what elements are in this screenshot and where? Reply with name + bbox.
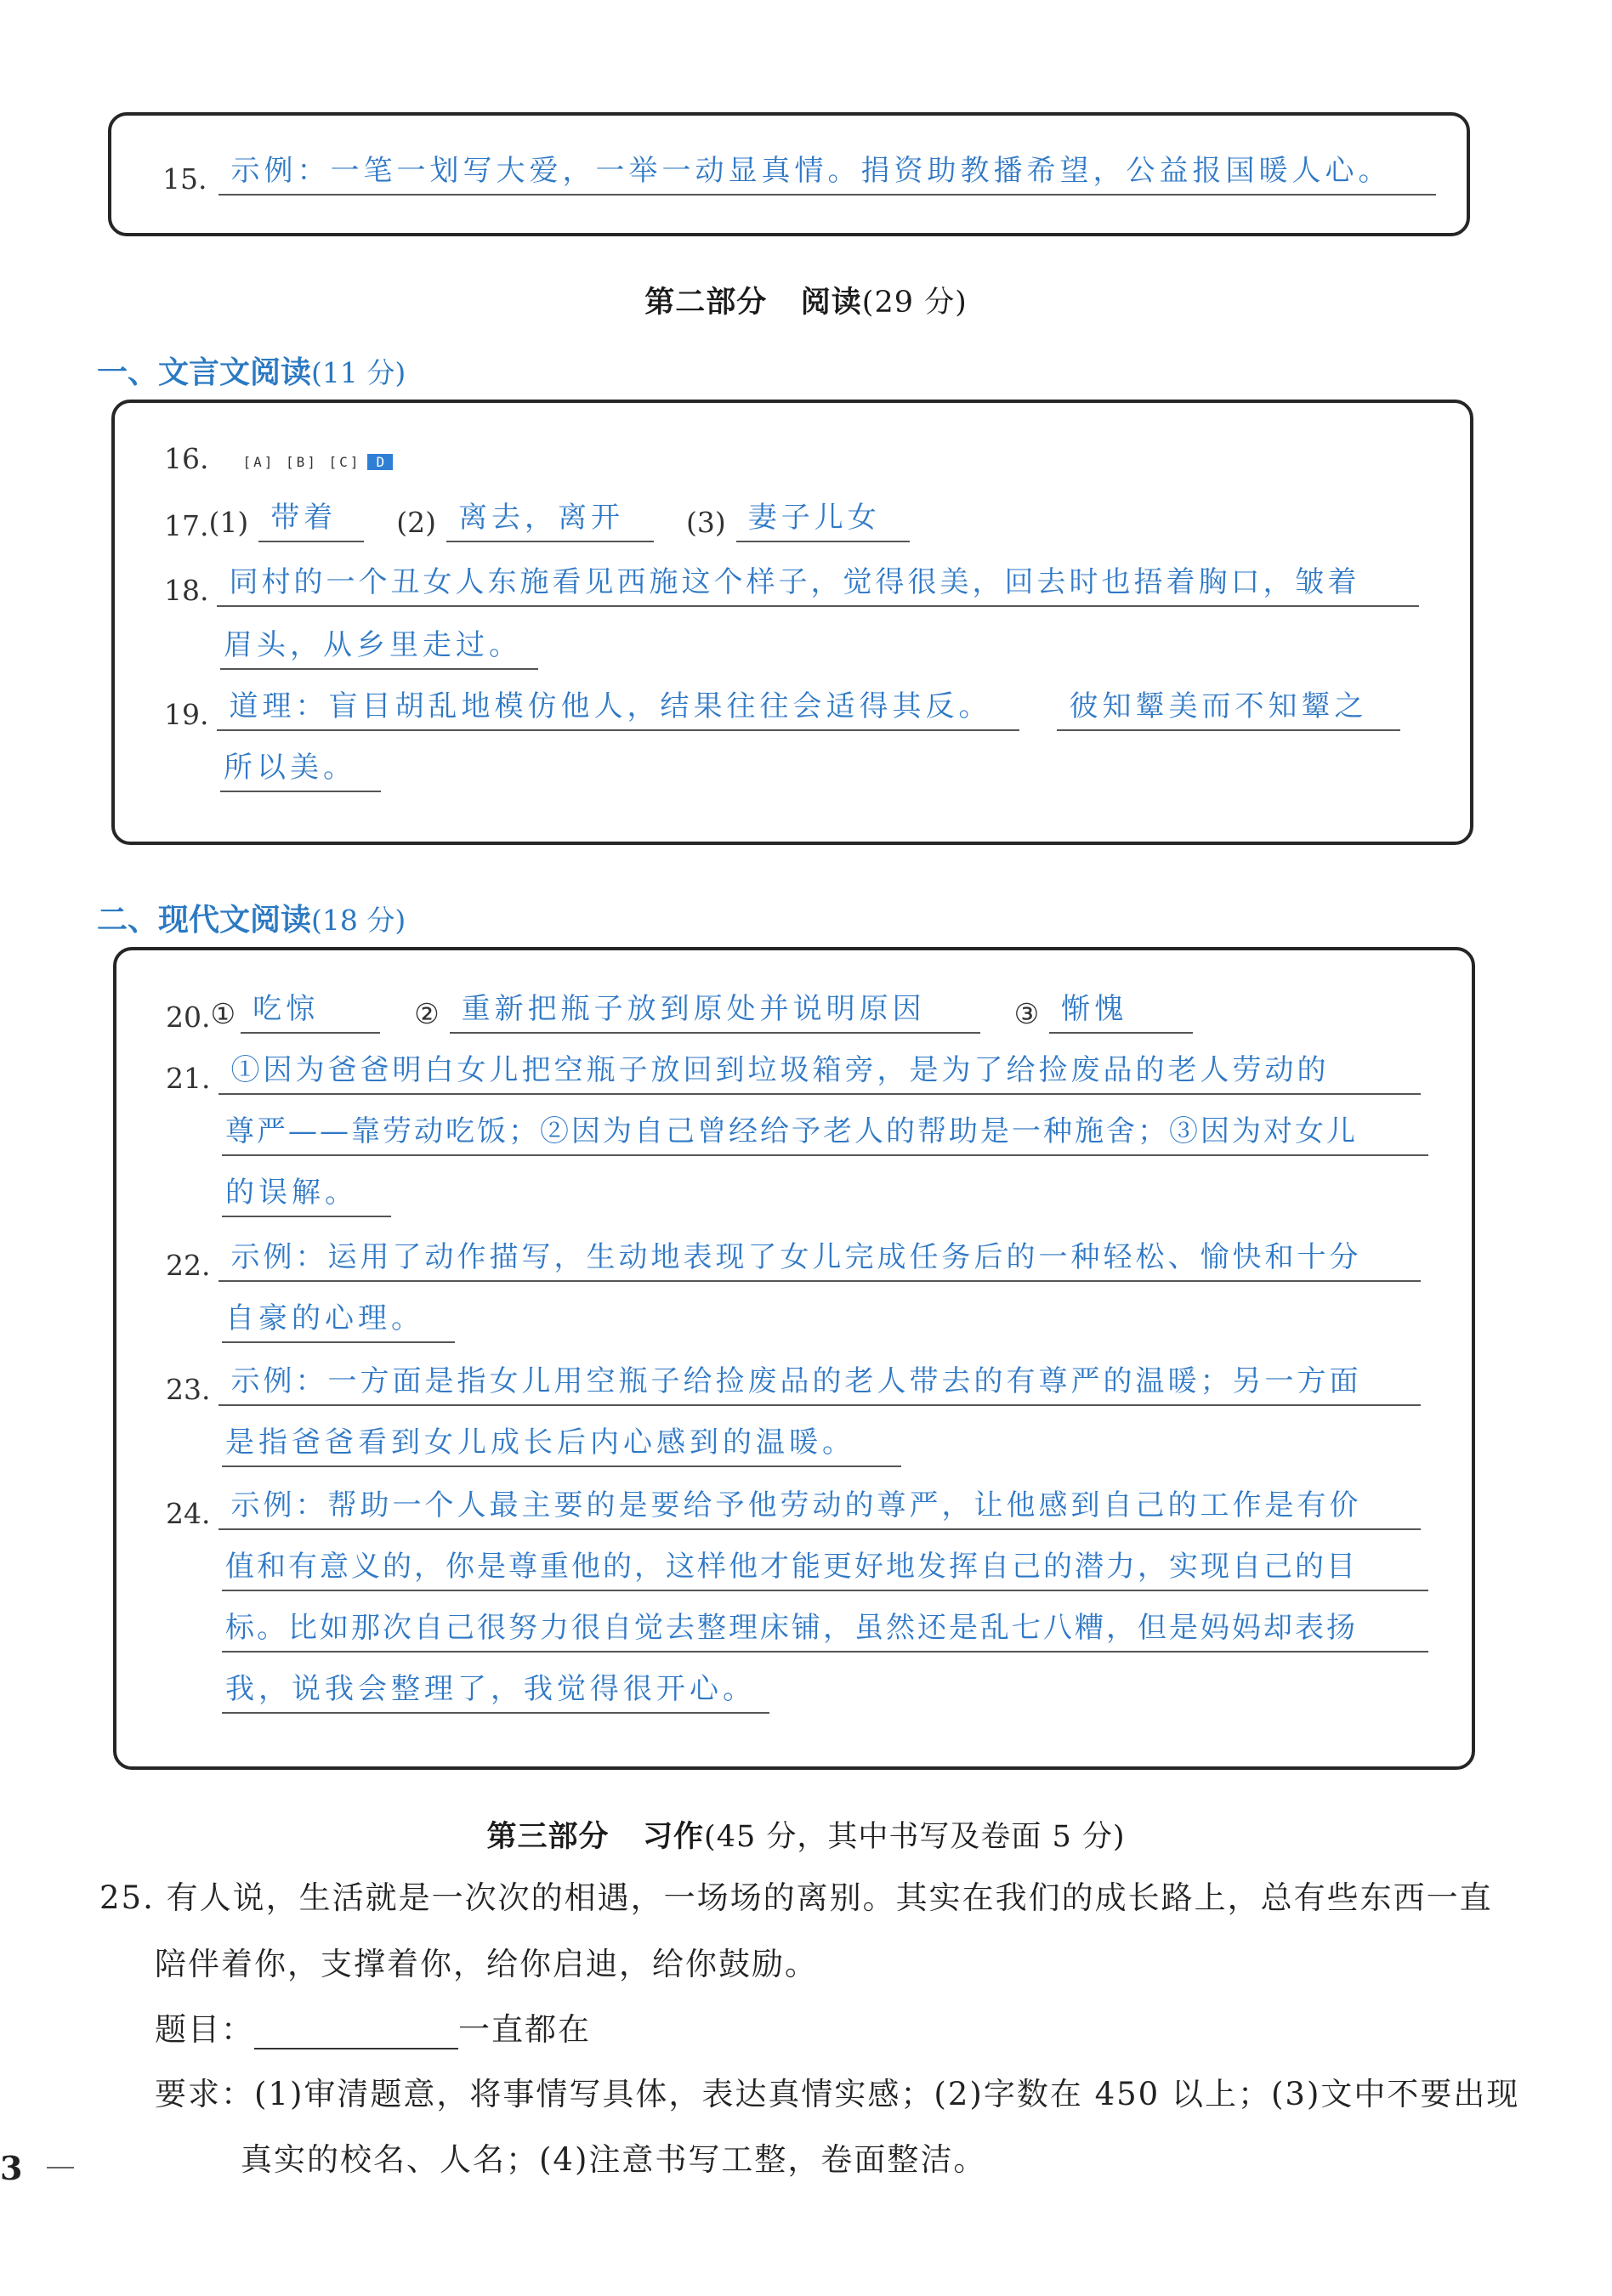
part-points: (45 分，其中书写及卷面 5 分) bbox=[704, 1820, 1126, 1854]
sub-label: ③ bbox=[1013, 997, 1040, 1030]
answer-text: 示例：一方面是指女儿用空瓶子给捡废品的老人带去的有尊严的温暖；另一方面 bbox=[219, 1362, 1421, 1406]
section-title-classical bbox=[97, 349, 406, 392]
answer-text: 是指爸爸看到女儿成长后内心感到的温暖。 bbox=[222, 1423, 901, 1467]
sub-label: ② bbox=[414, 997, 440, 1030]
part-points: (29 分) bbox=[861, 286, 968, 320]
topic-suffix: 一直都在 bbox=[458, 2011, 591, 2048]
answer-text: 我，说我会整理了，我觉得很开心。 bbox=[222, 1670, 769, 1714]
sub-label: (3) bbox=[685, 506, 726, 539]
question-number: 23. bbox=[166, 1373, 211, 1406]
section-points: (18 分) bbox=[311, 904, 406, 937]
answer-text: 重新把瓶子放到原处并说明原因 bbox=[450, 989, 980, 1034]
section-label: 一、文言文阅读 bbox=[97, 355, 312, 390]
answer-text: 眉头，从乡里走过。 bbox=[220, 626, 538, 670]
answer-text: 带着 bbox=[258, 498, 364, 542]
sub-label: ① bbox=[210, 997, 236, 1030]
essay-requirements: 要求：(1)审清题意，将事情写具体，表达真情实感；(2)字数在 450 以上；(3)文中不要出现 bbox=[155, 2076, 1520, 2112]
answer-box-classical bbox=[111, 400, 1473, 845]
answer-text: ①因为爸爸明白女儿把空瓶子放回到垃圾箱旁，是为了给捡废品的老人劳动的 bbox=[219, 1051, 1421, 1095]
part-two-title bbox=[0, 279, 1612, 321]
choice-selected: D bbox=[367, 454, 393, 470]
question-number: 22. bbox=[166, 1249, 211, 1282]
answer-text: 彼知颦美而不知颦之 bbox=[1057, 687, 1400, 731]
question-number: 20. bbox=[166, 1001, 211, 1034]
answer-text: 道理：盲目胡乱地模仿他人，结果往往会适得其反。 bbox=[217, 687, 1019, 731]
answer-text: 惭愧 bbox=[1049, 989, 1193, 1034]
topic-label: 题目： bbox=[155, 2011, 254, 2048]
answer-text: 吃惊 bbox=[241, 989, 380, 1034]
answer-text: 妻子儿女 bbox=[736, 498, 910, 542]
answer-text: 示例：帮助一个人最主要的是要给予他劳动的尊严，让他感到自己的工作是有价 bbox=[219, 1486, 1421, 1530]
essay-prompt-line: 25. 有人说，生活就是一次次的相遇，一场场的离别。其实在我们的成长路上，总有些东西一直 bbox=[99, 1879, 1493, 1916]
part-name: 习作 bbox=[643, 1820, 705, 1854]
answer-box-modern bbox=[113, 947, 1475, 1770]
answer-text: 标。比如那次自己很努力很自觉去整理床铺，虽然还是乱七八糟，但是妈妈却表扬 bbox=[222, 1608, 1428, 1653]
question-number: 18. bbox=[164, 574, 209, 607]
answer-text: 示例：一笔一划写大爱，一举一动显真情。捐资助教播希望，公益报国暖人心。 bbox=[219, 151, 1436, 196]
part-name: 阅读 bbox=[800, 286, 862, 320]
answer-text: 值和有意义的，你是尊重他的，这样他才能更好地发挥自己的潜力，实现自己的目 bbox=[222, 1547, 1428, 1591]
answer-box-q15 bbox=[108, 112, 1470, 236]
section-title-modern bbox=[97, 896, 406, 939]
essay-topic bbox=[155, 2004, 591, 2049]
question-number: 19. bbox=[164, 698, 209, 731]
choice-options: [A] [B] [C] bbox=[242, 454, 361, 470]
section-points: (11 分) bbox=[311, 356, 406, 389]
answer-text: 示例：运用了动作描写，生动地表现了女儿完成任务后的一种轻松、愉快和十分 bbox=[219, 1238, 1421, 1282]
page-number: 3 bbox=[0, 2149, 23, 2187]
answer-text: 的误解。 bbox=[222, 1173, 391, 1217]
essay-prompt-line: 陪伴着你，支撑着你，给你启迪，给你鼓励。 bbox=[155, 1946, 818, 1982]
section-label: 二、现代文阅读 bbox=[97, 903, 312, 938]
sub-label: (2) bbox=[396, 506, 436, 539]
question-number: 21. bbox=[166, 1062, 211, 1095]
topic-blank bbox=[254, 2017, 458, 2049]
part-label: 第二部分 bbox=[644, 286, 768, 320]
essay-requirements: 真实的校名、人名；(4)注意书写工整，卷面整洁。 bbox=[241, 2141, 987, 2178]
part-three-title bbox=[0, 1813, 1612, 1856]
question-number: 15. bbox=[162, 162, 207, 196]
answer-text: 尊严——靠劳动吃饭；②因为自己曾经给予老人的帮助是一种施舍；③因为对女儿 bbox=[222, 1112, 1428, 1156]
answer-text: 同村的一个丑女人东施看见西施这个样子，觉得很美，回去时也捂着胸口，皱着 bbox=[217, 563, 1419, 607]
page-number-dash bbox=[47, 2167, 74, 2168]
question-number: 17. bbox=[164, 509, 209, 542]
question-number: 16. bbox=[164, 442, 209, 475]
part-label: 第三部分 bbox=[486, 1820, 610, 1854]
answer-text: 离去，离开 bbox=[446, 498, 654, 542]
sub-label: (1) bbox=[208, 506, 249, 539]
answer-text: 自豪的心理。 bbox=[222, 1299, 455, 1343]
answer-text: 所以美。 bbox=[220, 748, 381, 792]
question-number: 24. bbox=[166, 1497, 211, 1530]
